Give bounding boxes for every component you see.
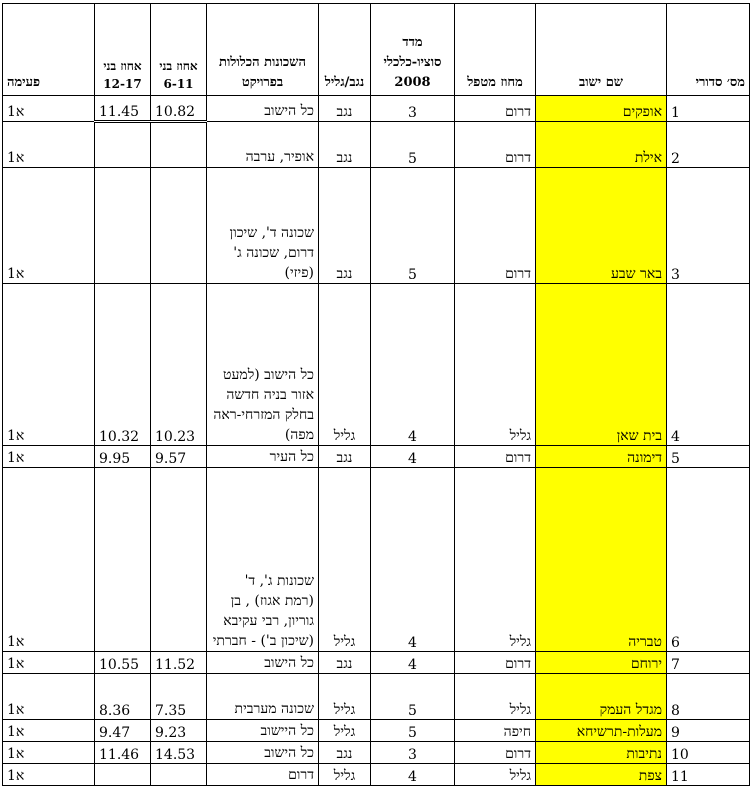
cell-pct-6-11[interactable]: 10.82 — [151, 96, 207, 122]
cell-district[interactable]: דרום — [455, 168, 536, 284]
cell-pct-12-17[interactable]: 11.45 — [95, 96, 151, 122]
cell-pct-12-17[interactable] — [95, 122, 151, 168]
cell-pct-6-11[interactable] — [151, 168, 207, 284]
cell-neighborhoods[interactable]: שכונה מערבית — [207, 674, 319, 720]
cell-pct-12-17[interactable] — [95, 168, 151, 284]
cell-name[interactable]: מעלות-תרשיחא — [536, 720, 667, 742]
table-row — [3, 764, 750, 786]
cell-name[interactable]: אילת — [536, 122, 667, 168]
settlements-table — [2, 3, 750, 786]
cell-region[interactable]: גליל — [319, 720, 371, 742]
cell-pct-6-11[interactable]: 10.23 — [151, 284, 207, 446]
cell-district[interactable]: דרום — [455, 742, 536, 764]
cell-pulse[interactable]: א1 — [3, 742, 95, 764]
cell-serial[interactable]: 4 — [667, 284, 750, 446]
cell-district[interactable]: דרום — [455, 446, 536, 468]
cell-pulse[interactable]: א1 — [3, 468, 95, 652]
cell-pct-12-17[interactable] — [95, 468, 151, 652]
cell-neighborhoods[interactable]: כל הישוב — [207, 742, 319, 764]
cell-index[interactable]: 5 — [371, 674, 455, 720]
table-row — [3, 122, 750, 168]
cell-index[interactable]: 4 — [371, 764, 455, 786]
cell-pulse[interactable]: א1 — [3, 284, 95, 446]
cell-region[interactable]: נגב — [319, 122, 371, 168]
cell-index[interactable]: 5 — [371, 122, 455, 168]
cell-pct-6-11[interactable]: 9.23 — [151, 720, 207, 742]
cell-district[interactable]: גליל — [455, 764, 536, 786]
cell-serial[interactable]: 11 — [667, 764, 750, 786]
cell-pct-6-11[interactable]: 11.52 — [151, 652, 207, 674]
cell-region[interactable]: נגב — [319, 168, 371, 284]
cell-region[interactable]: נגב — [319, 446, 371, 468]
cell-name[interactable]: באר שבע — [536, 168, 667, 284]
header-neighborhoods[interactable]: השכונות הכלולות בפרויקט — [207, 4, 319, 96]
cell-neighborhoods[interactable]: כל הישוב (למעט אזור בניה חדשה בחלק המזרחי-ראה מפה) — [207, 284, 319, 446]
table-row — [3, 742, 750, 764]
cell-region[interactable]: נגב — [319, 742, 371, 764]
cell-region[interactable]: גליל — [319, 674, 371, 720]
header-index[interactable]: מדד סוציו-כלכלי 2008 — [371, 4, 455, 96]
cell-district[interactable]: חיפה — [455, 720, 536, 742]
cell-name[interactable]: צפת — [536, 764, 667, 786]
header-pct-6-11-l2: 6-11 — [163, 77, 194, 91]
cell-pulse[interactable]: א1 — [3, 764, 95, 786]
header-serial[interactable]: מס׳ סדורי — [667, 4, 750, 96]
header-pct-6-11[interactable] — [151, 4, 207, 96]
cell-index[interactable]: 3 — [371, 96, 455, 122]
cell-name[interactable]: טבריה — [536, 468, 667, 652]
cell-index[interactable]: 5 — [371, 168, 455, 284]
header-row — [3, 4, 750, 96]
cell-pulse[interactable]: א1 — [3, 122, 95, 168]
cell-pct-6-11[interactable] — [151, 764, 207, 786]
table-row — [3, 168, 750, 284]
cell-serial[interactable]: 10 — [667, 742, 750, 764]
cell-neighborhoods[interactable]: כל הישוב — [207, 96, 319, 122]
header-pct-12-17[interactable] — [95, 4, 151, 96]
table-row — [3, 720, 750, 742]
table-row — [3, 652, 750, 674]
cell-index[interactable]: 4 — [371, 652, 455, 674]
cell-region[interactable]: גליל — [319, 468, 371, 652]
header-pct-12-17-l2: 12-17 — [103, 77, 142, 91]
table-row — [3, 674, 750, 720]
cell-name[interactable]: בית שאן — [536, 284, 667, 446]
header-pct-12-17-l1: אחוז בני — [103, 59, 142, 73]
cell-district[interactable]: דרום — [455, 122, 536, 168]
cell-index[interactable]: 3 — [371, 742, 455, 764]
header-district[interactable]: מחוז מטפל — [455, 4, 536, 96]
cell-serial[interactable]: 9 — [667, 720, 750, 742]
cell-district[interactable]: דרום — [455, 652, 536, 674]
cell-pulse[interactable]: א1 — [3, 168, 95, 284]
cell-pct-6-11[interactable]: 14.53 — [151, 742, 207, 764]
cell-neighborhoods[interactable]: שכונות ג', ד' (רמת אגוז) , בן גוריון, רבי עקיבא (שיכון ב') - חברתי — [207, 468, 319, 652]
cell-name[interactable]: נתיבות — [536, 742, 667, 764]
cell-pct-12-17[interactable]: 9.47 — [95, 720, 151, 742]
cell-pct-6-11[interactable] — [151, 468, 207, 652]
cell-serial[interactable]: 1 — [667, 96, 750, 122]
cell-neighborhoods[interactable]: שכונה ד', שיכון דרום, שכונה ג' (פיזי) — [207, 168, 319, 284]
cell-pct-12-17[interactable]: 11.46 — [95, 742, 151, 764]
cell-index[interactable]: 4 — [371, 468, 455, 652]
cell-serial[interactable]: 6 — [667, 468, 750, 652]
cell-region[interactable]: גליל — [319, 764, 371, 786]
cell-pct-12-17[interactable]: 9.95 — [95, 446, 151, 468]
cell-pct-6-11[interactable]: 9.57 — [151, 446, 207, 468]
cell-pct-12-17[interactable]: 10.55 — [95, 652, 151, 674]
cell-neighborhoods[interactable]: דרום — [207, 764, 319, 786]
cell-district[interactable]: גליל — [455, 674, 536, 720]
cell-index[interactable]: 5 — [371, 720, 455, 742]
cell-index[interactable]: 4 — [371, 284, 455, 446]
cell-name[interactable]: אופקים — [536, 96, 667, 122]
cell-neighborhoods[interactable]: כל היישוב — [207, 720, 319, 742]
cell-district[interactable]: גליל — [455, 284, 536, 446]
cell-serial[interactable]: 7 — [667, 652, 750, 674]
cell-name[interactable]: מגדל העמק — [536, 674, 667, 720]
table-row — [3, 284, 750, 446]
cell-region[interactable]: גליל — [319, 284, 371, 446]
cell-pulse[interactable]: א1 — [3, 96, 95, 122]
header-pct-6-11-l1: אחוז בני — [159, 59, 198, 73]
cell-pct-6-11[interactable]: 7.35 — [151, 674, 207, 720]
cell-name[interactable]: דימונה — [536, 446, 667, 468]
cell-neighborhoods[interactable]: כל העיר — [207, 446, 319, 468]
cell-pct-12-17[interactable]: 8.36 — [95, 674, 151, 720]
cell-index[interactable]: 4 — [371, 446, 455, 468]
cell-pulse[interactable]: א1 — [3, 652, 95, 674]
cell-region[interactable]: נגב — [319, 652, 371, 674]
cell-pulse[interactable]: א1 — [3, 720, 95, 742]
cell-pulse[interactable]: א1 — [3, 446, 95, 468]
cell-district[interactable]: גליל — [455, 468, 536, 652]
cell-serial[interactable]: 2 — [667, 122, 750, 168]
header-region[interactable]: נגב/גליל — [319, 4, 371, 96]
cell-pct-6-11[interactable] — [151, 122, 207, 168]
cell-district[interactable]: דרום — [455, 96, 536, 122]
cell-name[interactable]: ירוחם — [536, 652, 667, 674]
cell-pct-12-17[interactable]: 10.32 — [95, 284, 151, 446]
cell-neighborhoods[interactable]: אופיר, ערבה — [207, 122, 319, 168]
cell-serial[interactable]: 5 — [667, 446, 750, 468]
cell-neighborhoods[interactable]: כל הישוב — [207, 652, 319, 674]
header-pulse[interactable]: פעימה — [3, 4, 95, 96]
table-row — [3, 446, 750, 468]
cell-pulse[interactable]: א1 — [3, 674, 95, 720]
header-name[interactable]: שם ישוב — [536, 4, 667, 96]
cell-serial[interactable]: 8 — [667, 674, 750, 720]
cell-pct-12-17[interactable] — [95, 764, 151, 786]
cell-region[interactable]: נגב — [319, 96, 371, 122]
table-row — [3, 468, 750, 652]
table-row — [3, 96, 750, 122]
cell-serial[interactable]: 3 — [667, 168, 750, 284]
